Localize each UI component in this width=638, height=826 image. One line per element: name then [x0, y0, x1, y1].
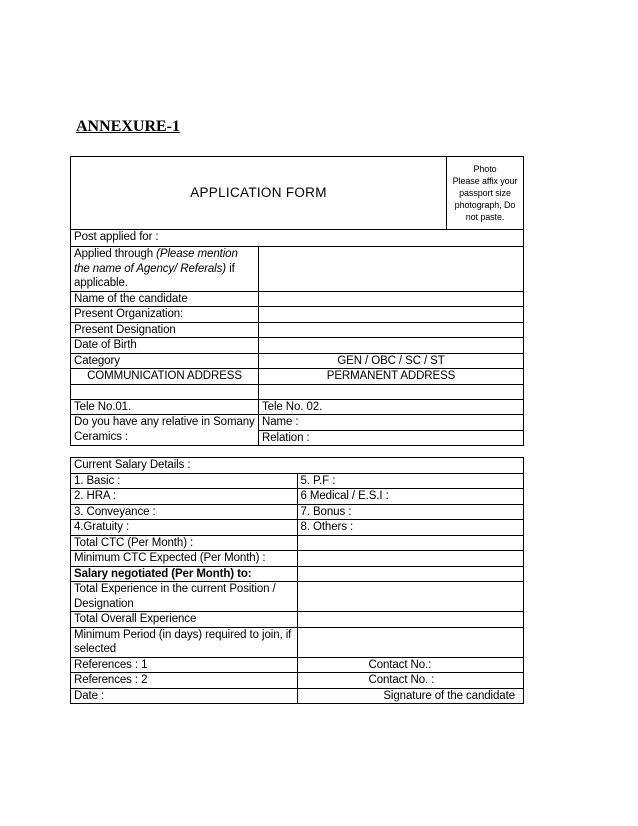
permanent-address-field[interactable] [259, 384, 524, 399]
candidate-name-label: Name of the candidate [71, 291, 259, 307]
tele-no-1-label: Tele No.01. [71, 399, 259, 415]
conveyance-label: 3. Conveyance : [71, 504, 298, 520]
communication-address-label: COMMUNICATION ADDRESS [71, 369, 259, 385]
contact-2-label: Contact No. : [297, 673, 524, 689]
medical-esi-label: 6 Medical / E.S.I : [297, 489, 524, 505]
bonus-label: 7. Bonus : [297, 504, 524, 520]
photo-line: passport size [459, 188, 511, 198]
salary-negotiated-label: Salary negotiated (Per Month) to: [71, 566, 298, 582]
candidate-name-field[interactable] [259, 291, 524, 307]
application-form-section-1 [70, 156, 524, 446]
photo-line: photograph, Do [454, 200, 516, 210]
others-label: 8. Others : [297, 520, 524, 536]
applied-through-note: (Please mention the name of Agency/ Referals) [74, 248, 238, 275]
relative-question-label: Do you have any relative in Somany Ceramics : [71, 415, 259, 446]
pf-label: 5. P.F : [297, 473, 524, 489]
gratuity-label: 4.Gratuity : [71, 520, 298, 536]
post-applied-label: Post applied for : [71, 230, 524, 247]
minimum-period-label: Minimum Period (in days) required to join, if selected [71, 627, 298, 657]
reference-2-label: References : 2 [71, 673, 298, 689]
applied-through-prefix: Applied through [74, 248, 157, 260]
applied-through-field[interactable] [259, 247, 524, 292]
photo-line: Photo [473, 164, 497, 174]
date-of-birth-field[interactable] [259, 338, 524, 354]
photo-line: Please affix your [452, 176, 518, 186]
tele-no-2-label: Tele No. 02. [259, 399, 524, 415]
minimum-ctc-field[interactable] [297, 551, 524, 567]
form-title: APPLICATION FORM [71, 157, 447, 230]
total-experience-current-field[interactable] [297, 582, 524, 612]
present-organization-label: Present Organization: [71, 307, 259, 323]
date-label: Date : [71, 688, 298, 704]
signature-label: Signature of the candidate [297, 688, 524, 704]
present-designation-label: Present Designation [71, 322, 259, 338]
hra-label: 2. HRA : [71, 489, 298, 505]
annexure-heading: ANNEXURE-1 [76, 118, 180, 135]
minimum-ctc-label: Minimum CTC Expected (Per Month) : [71, 551, 298, 567]
salary-negotiated-field[interactable] [297, 566, 524, 582]
category-label: Category [71, 353, 259, 369]
minimum-period-field[interactable] [297, 627, 524, 657]
date-of-birth-label: Date of Birth [71, 338, 259, 354]
communication-address-field[interactable] [71, 384, 259, 399]
application-form-section-2 [70, 457, 524, 704]
applied-through-label [71, 247, 259, 292]
photo-box[interactable] [447, 157, 524, 230]
present-designation-field[interactable] [259, 322, 524, 338]
total-overall-experience-field[interactable] [297, 612, 524, 628]
total-ctc-field[interactable] [297, 535, 524, 551]
basic-label: 1. Basic : [71, 473, 298, 489]
category-options[interactable]: GEN / OBC / SC / ST [259, 353, 524, 369]
permanent-address-label: PERMANENT ADDRESS [259, 369, 524, 385]
present-organization-field[interactable] [259, 307, 524, 323]
salary-details-header: Current Salary Details : [71, 458, 524, 474]
contact-1-label: Contact No.: [297, 657, 524, 673]
relative-name-label: Name : [259, 415, 524, 431]
total-overall-experience-label: Total Overall Experience [71, 612, 298, 628]
relation-label: Relation : [259, 430, 524, 446]
reference-1-label: References : 1 [71, 657, 298, 673]
applied-through-suffix: if applicable. [74, 262, 235, 289]
total-experience-current-label: Total Experience in the current Position / Designation [71, 582, 298, 612]
total-ctc-label: Total CTC (Per Month) : [71, 535, 298, 551]
photo-line: not paste. [465, 212, 505, 222]
